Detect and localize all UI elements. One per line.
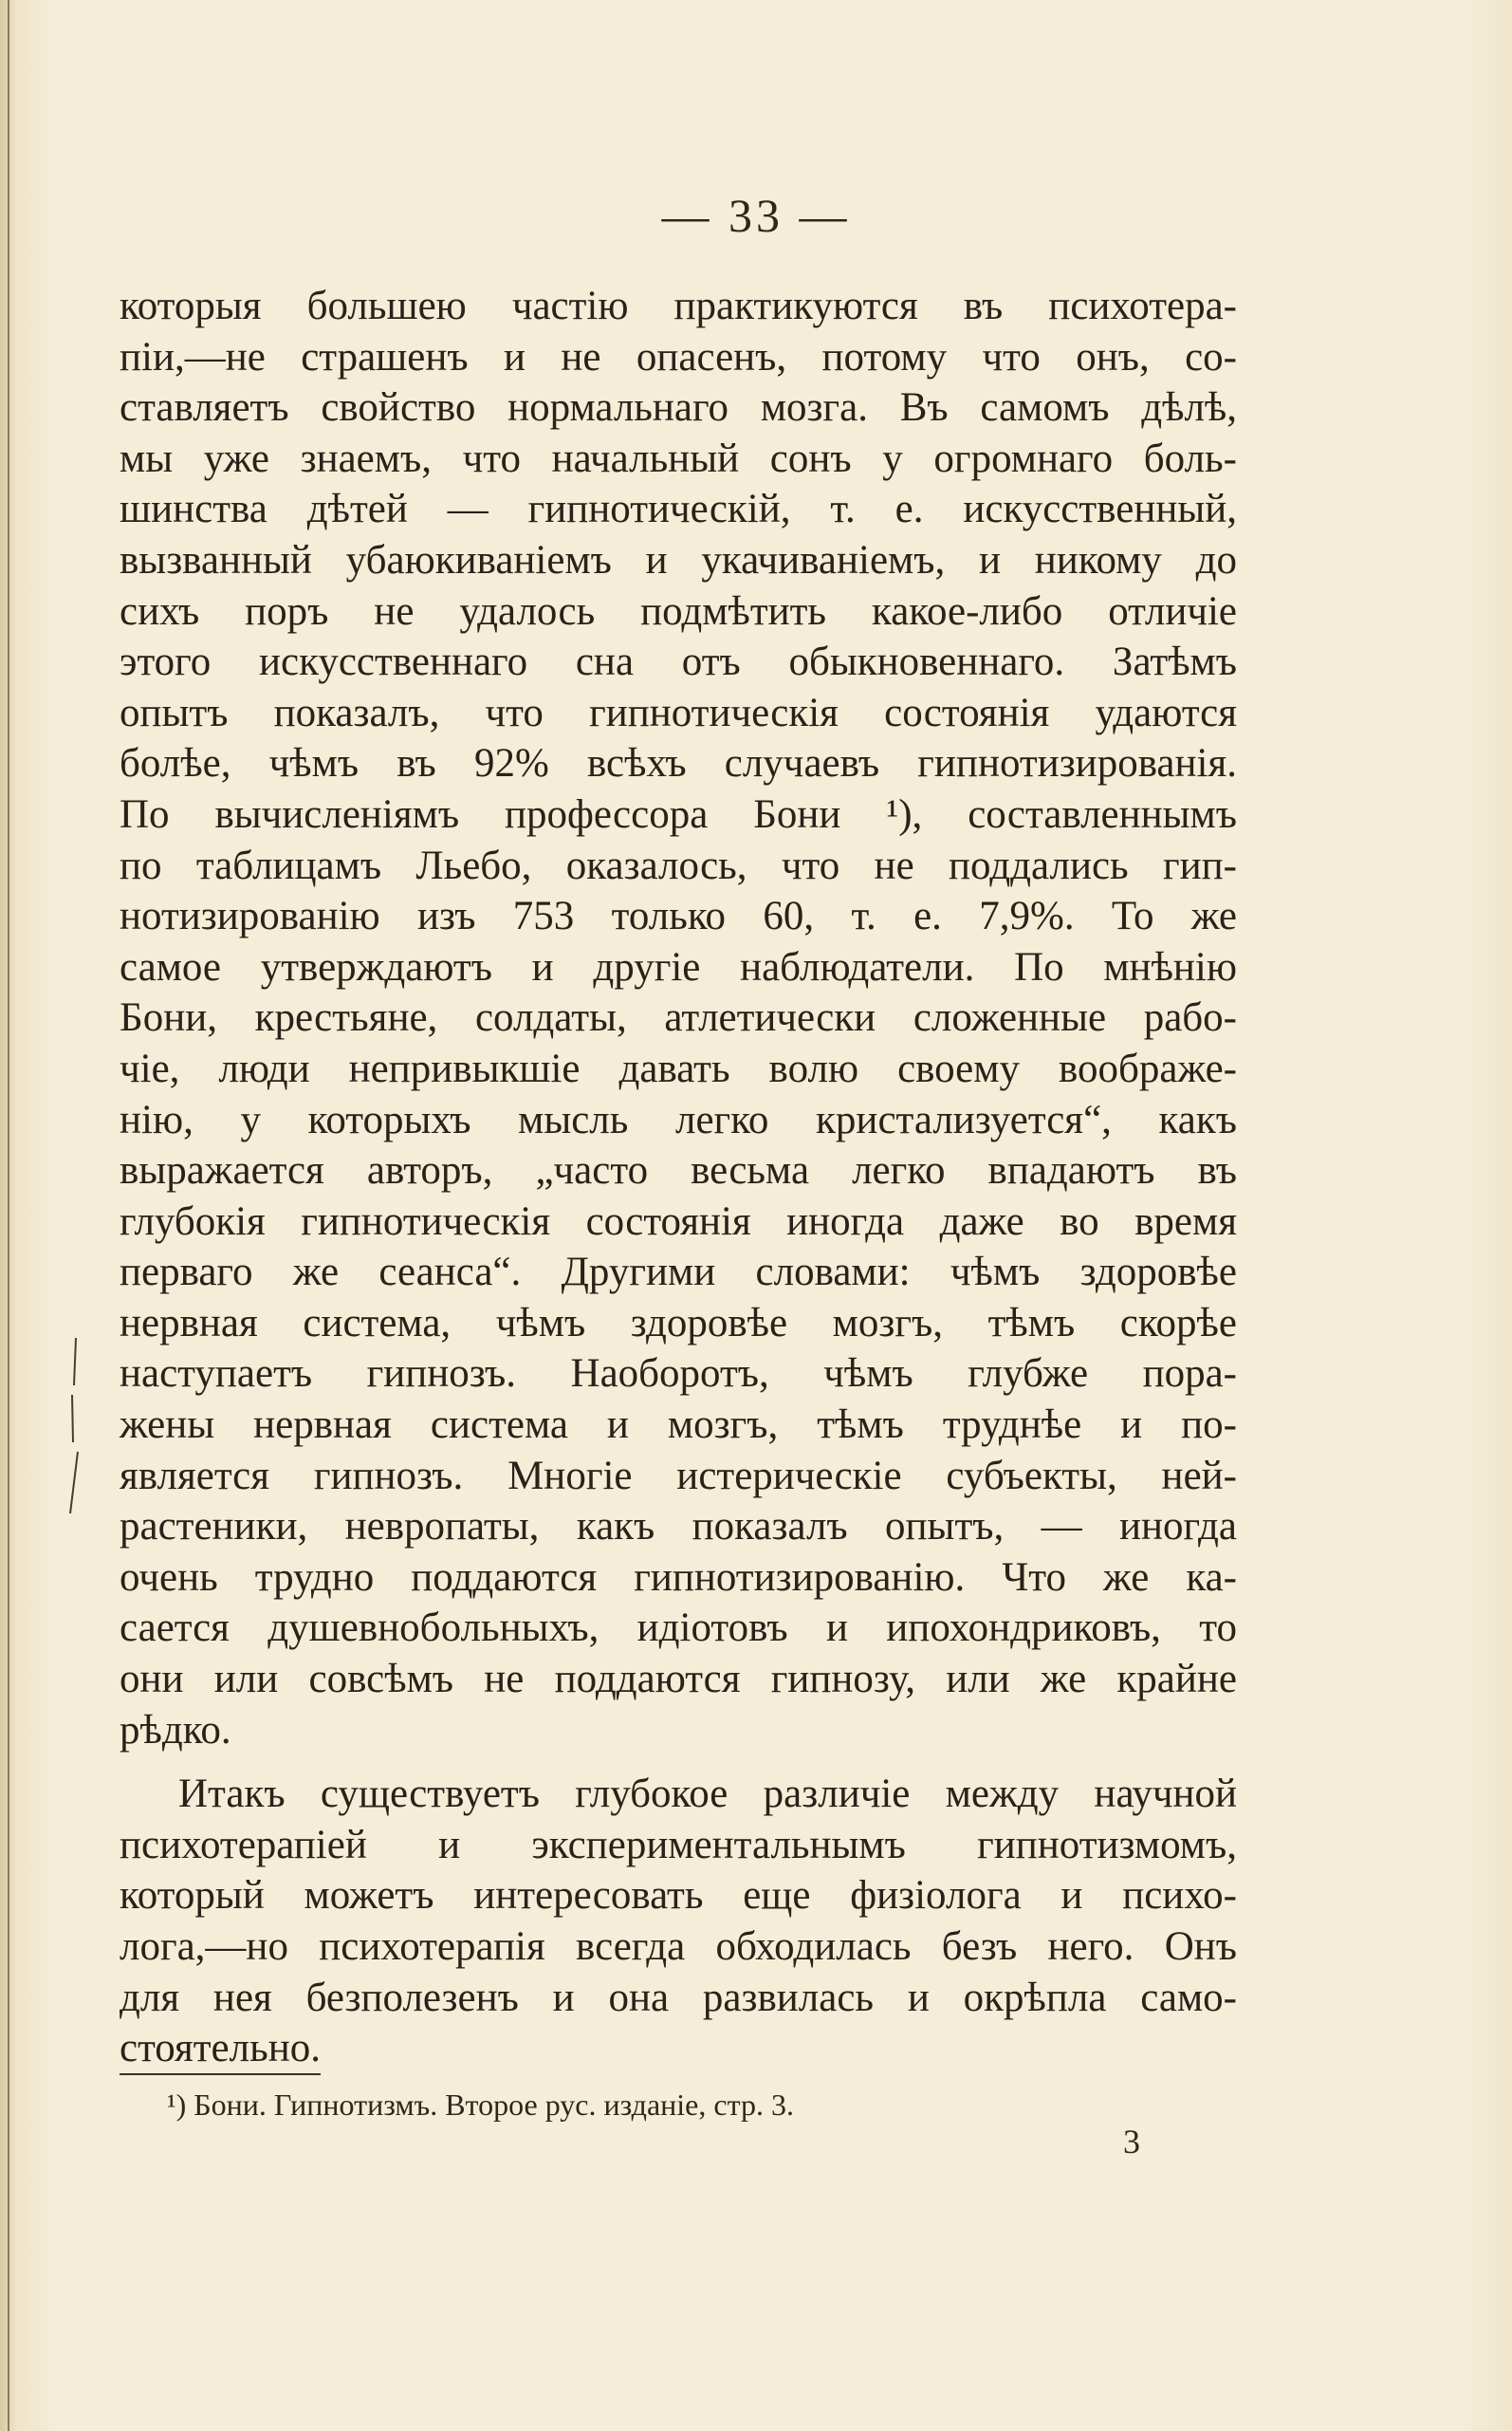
text-line: является гипнозъ. Многіе истерическіе субъекты, ней-	[120, 1453, 1237, 1498]
text-line: самое утверждаютъ и другіе наблюдатели. По мнѣнію	[120, 944, 1237, 990]
text-line: піи,—не страшенъ и не опасенъ, потому что онъ, со-	[120, 334, 1237, 380]
text-line: по таблицамъ Льебо, оказалось, что не поддались гип-	[120, 843, 1237, 888]
text-line: нервная система, чѣмъ здоровѣе мозгъ, тѣмъ скорѣе	[120, 1300, 1237, 1345]
text-line: чіе, люди непривыкшіе давать волю своему воображе-	[120, 1046, 1237, 1091]
text-line: сихъ поръ не удалось подмѣтить какое-либо отличіе	[120, 588, 1237, 634]
text-line: рѣдко.	[120, 1707, 231, 1753]
text-line: жены нервная система и мозгъ, тѣмъ труднѣе и по-	[120, 1402, 1237, 1448]
margin-pencil-mark	[65, 1328, 87, 1518]
text-line: они или совсѣмъ не поддаются гипнозу, или же крайне	[120, 1657, 1237, 1702]
signature-mark: 3	[1123, 2123, 1140, 2161]
text-line: перваго же сеанса“. Другими словами: чѣмъ здоровѣе	[120, 1250, 1237, 1295]
text-line: шинства дѣтей — гипнотическій, т. е. искусственный,	[120, 487, 1237, 532]
text-line: глубокія гипнотическія состоянія иногда даже во время	[120, 1198, 1237, 1244]
text-line: По вычисленіямъ профессора Бони ¹), составленнымъ	[120, 791, 1237, 837]
text-line: Итакъ существуетъ глубокое различіе между научной	[178, 1772, 1237, 1817]
text-line: очень трудно поддаются гипнотизированію. Что же ка-	[120, 1554, 1237, 1600]
text-line: опытъ показалъ, что гипнотическія состоянія удаются	[120, 690, 1237, 735]
text-line: этого искусственнаго сна отъ обыкновеннаго. Затѣмъ	[120, 640, 1237, 685]
text-line: болѣе, чѣмъ въ 92% всѣхъ случаевъ гипнотизированія.	[120, 741, 1237, 787]
text-line: для нея безполезенъ и она развилась и окрѣпла само-	[120, 1975, 1237, 2020]
text-line: вызванный убаюкиваніемъ и укачиваніемъ, и никому до	[120, 537, 1237, 583]
text-line: сается душевнобольныхъ, идіотовъ и ипохондриковъ, то	[120, 1605, 1237, 1651]
footnote-rule	[120, 2073, 321, 2075]
text-line: ставляетъ свойство нормальнаго мозга. Въ самомъ дѣлѣ,	[120, 385, 1237, 431]
paragraph-2	[120, 1769, 1237, 2074]
text-line: стоятельно.	[120, 2026, 321, 2071]
text-line: наступаетъ гипнозъ. Наоборотъ, чѣмъ глубже пора-	[120, 1351, 1237, 1397]
binding-edge	[8, 0, 9, 2431]
paragraph-1	[120, 281, 1237, 1755]
text-line: нію, у которыхъ мысль легко кристализуется“, какъ	[120, 1097, 1237, 1142]
text-line: лога,—но психотерапія всегда обходилась безъ него. Онъ	[120, 1924, 1237, 1969]
text-line: мы уже знаемъ, что начальный сонъ у огромнаго боль-	[120, 436, 1237, 481]
text-line: растеники, невропаты, какъ показалъ опытъ, — иногда	[120, 1504, 1237, 1550]
text-line: психотерапіей и экспериментальнымъ гипнотизмомъ,	[120, 1822, 1237, 1867]
text-line: Бони, крестьяне, солдаты, атлетически сложенные рабо-	[120, 995, 1237, 1041]
text-line: нотизированію изъ 753 только 60, т. е. 7,9%. То же	[120, 894, 1237, 939]
footnote: ¹) Бони. Гипнотизмъ. Второе рус. изданіе, стр. 3.	[167, 2088, 794, 2122]
text-line: который можетъ интересовать еще физіолога и психо-	[120, 1873, 1237, 1919]
body-text	[120, 281, 1237, 2074]
page-header: — 33 —	[661, 189, 851, 242]
text-line: которыя большею частію практикуются въ психотера-	[120, 284, 1237, 328]
text-line: выражается авторъ, „часто весьма легко впадаютъ въ	[120, 1148, 1237, 1194]
